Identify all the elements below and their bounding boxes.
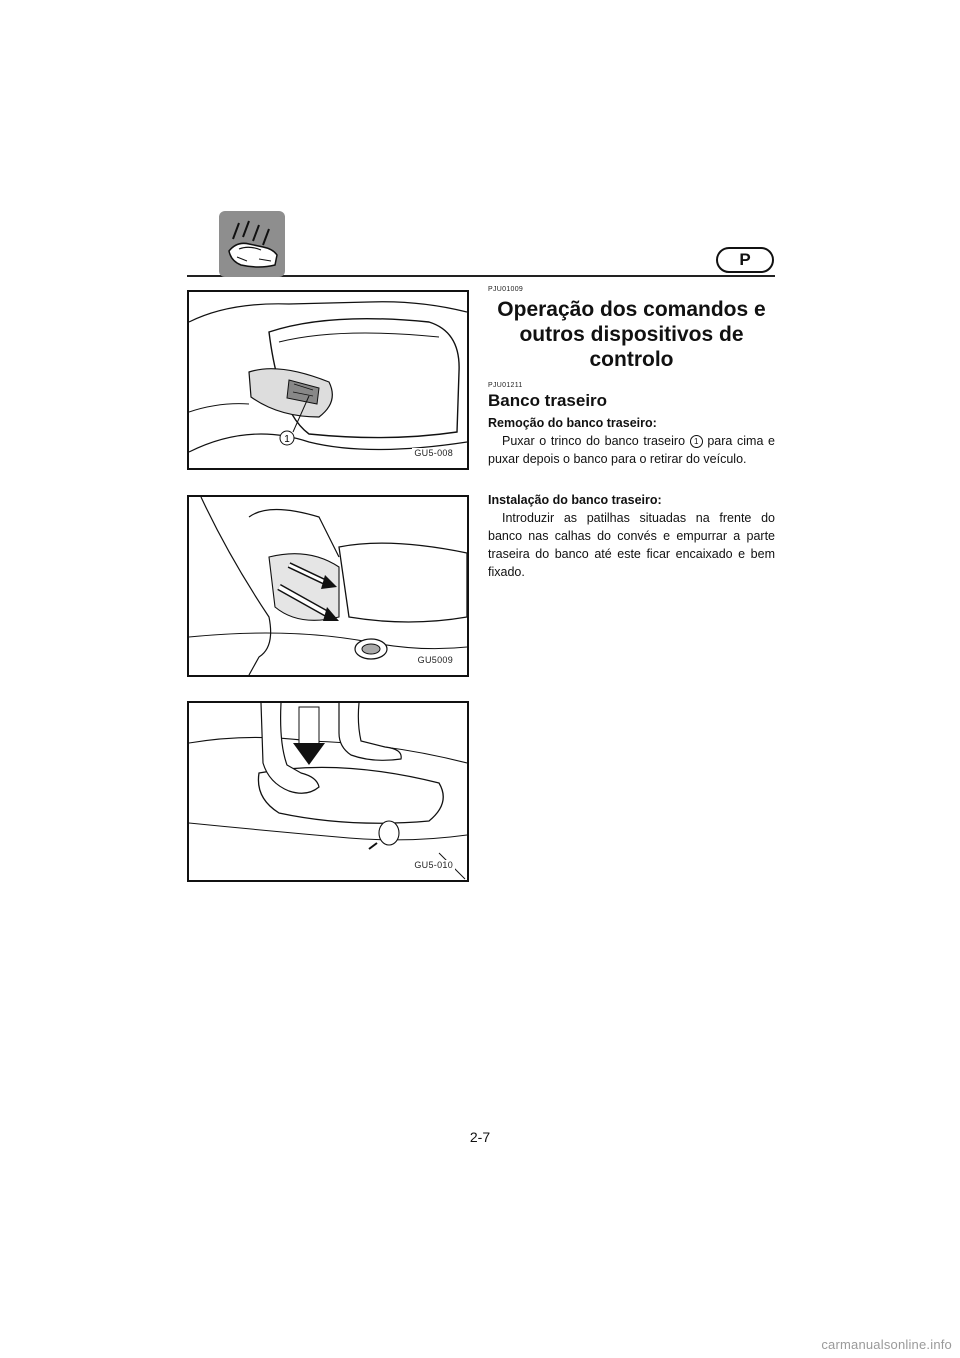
watermark: carmanualsonline.info [821, 1337, 952, 1352]
text-column [488, 286, 775, 581]
jet-ski-chapter-icon [219, 211, 285, 277]
seat-latch-illustration [189, 292, 467, 468]
removal-text: Puxar o trinco do banco traseiro 1 para cima e puxar depois o banco para o retirar do veículo. [488, 434, 775, 466]
figure-seat-push [187, 701, 469, 882]
figure-code: GU5009 [417, 655, 453, 665]
subsection-title: Banco traseiro [488, 391, 608, 410]
installation-text: Introduzir as patilhas situadas na frente do banco nas calhas do convés e empurrar a parte traseira do banco até este ficar encaixado e bem fixado. [488, 511, 775, 579]
figure-code: GU5-010 [414, 860, 453, 870]
seat-install-illustration [189, 497, 467, 675]
figure-seat-latch [187, 290, 469, 470]
seat-push-illustration [189, 703, 467, 880]
figure-seat-install [187, 495, 469, 677]
language-badge: P [716, 247, 774, 273]
section-code: PJU01009 [488, 286, 524, 293]
installation-heading: Instalação do banco traseiro: [488, 493, 662, 507]
subsection-code: PJU01211 [488, 382, 523, 389]
ref-callout: 1 [690, 435, 703, 448]
removal-heading: Remoção do banco traseiro: [488, 416, 657, 430]
callout-number: 1 [284, 434, 290, 445]
section-title: Operação dos comandos e outros dispositivos de controlo [497, 298, 766, 371]
figure-code: GU5-008 [414, 448, 453, 458]
page-number: 2-7 [469, 1129, 491, 1145]
